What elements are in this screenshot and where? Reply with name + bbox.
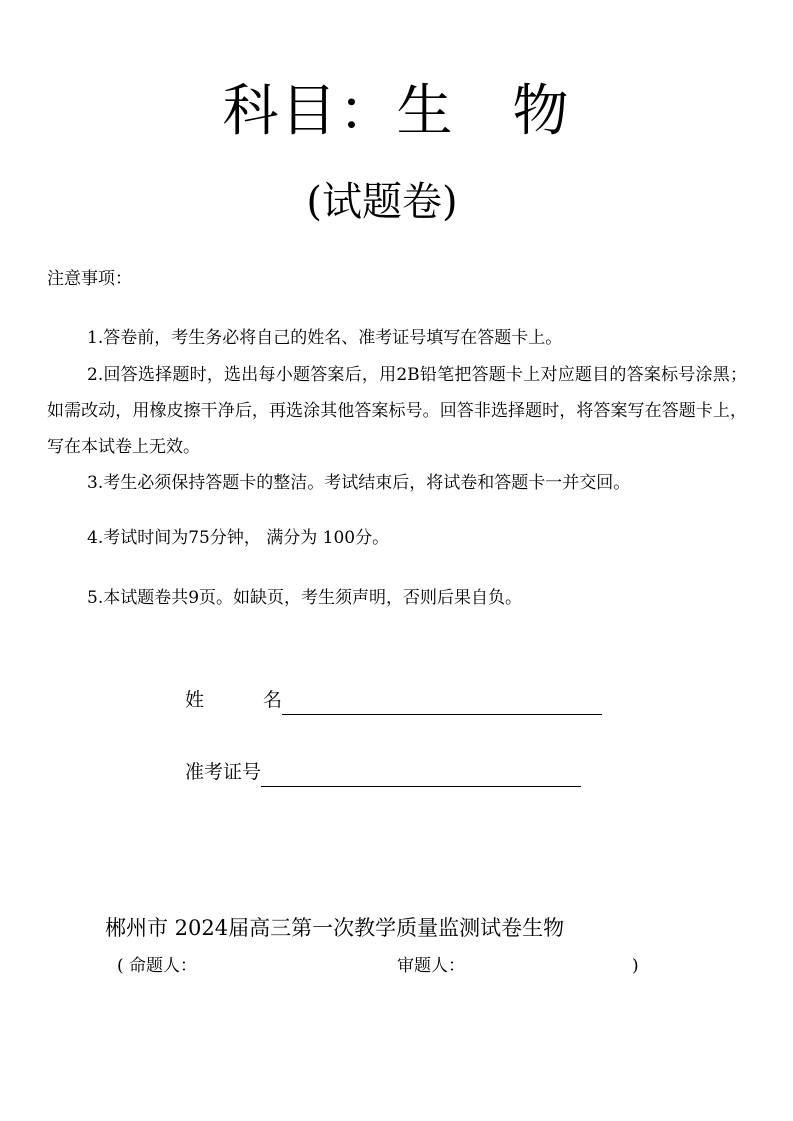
notice-item-4: 4.考试时间为75分钟， 满分为 100分。: [87, 528, 390, 548]
page-title: 科目：生 物: [222, 79, 571, 144]
exam-number-label: 准考证号: [185, 761, 262, 783]
name-field-row: [185, 685, 602, 715]
notice-item-5: 5.本试题卷共9页。如缺页，考生须声明，否则后果自负。: [87, 588, 523, 608]
exam-number-field-row: [185, 757, 581, 787]
notice-item-3: 3.考生必须保持答题卡的整洁。考试结束后，将试卷和答题卡一并交回。: [87, 473, 631, 493]
name-label-char-1: 姓: [185, 689, 205, 711]
exam-number-blank-line[interactable]: [261, 762, 581, 787]
page-subtitle: (试题卷): [306, 179, 458, 225]
notice-heading: 注意事项：: [47, 269, 132, 289]
notice-item-2: 2.回答选择题时，选出每小题答案后，用2B铅笔把答题卡上对应题目的答案标号涂黑； 如需改动，用橡皮擦干净后，再选涂其他答案标号。回答非选择题时，将答案写在答题卡上，写在本试卷上无效。: [47, 365, 747, 457]
question-setter-label: 命题人：: [129, 956, 197, 976]
reviewer-label: 审题人：: [397, 956, 465, 976]
name-label-char-2: 名: [263, 689, 283, 711]
name-label: [185, 685, 282, 715]
name-blank-line[interactable]: [282, 690, 602, 715]
credits-close-paren: ): [632, 956, 639, 976]
credits-open-paren: (: [117, 956, 124, 976]
footer-title: 郴州市 2024届高三第一次教学质量监测试卷生物: [105, 916, 565, 940]
notice-item-1: 1.答卷前，考生务必将自己的姓名、准考证号填写在答题卡上。: [87, 328, 563, 348]
